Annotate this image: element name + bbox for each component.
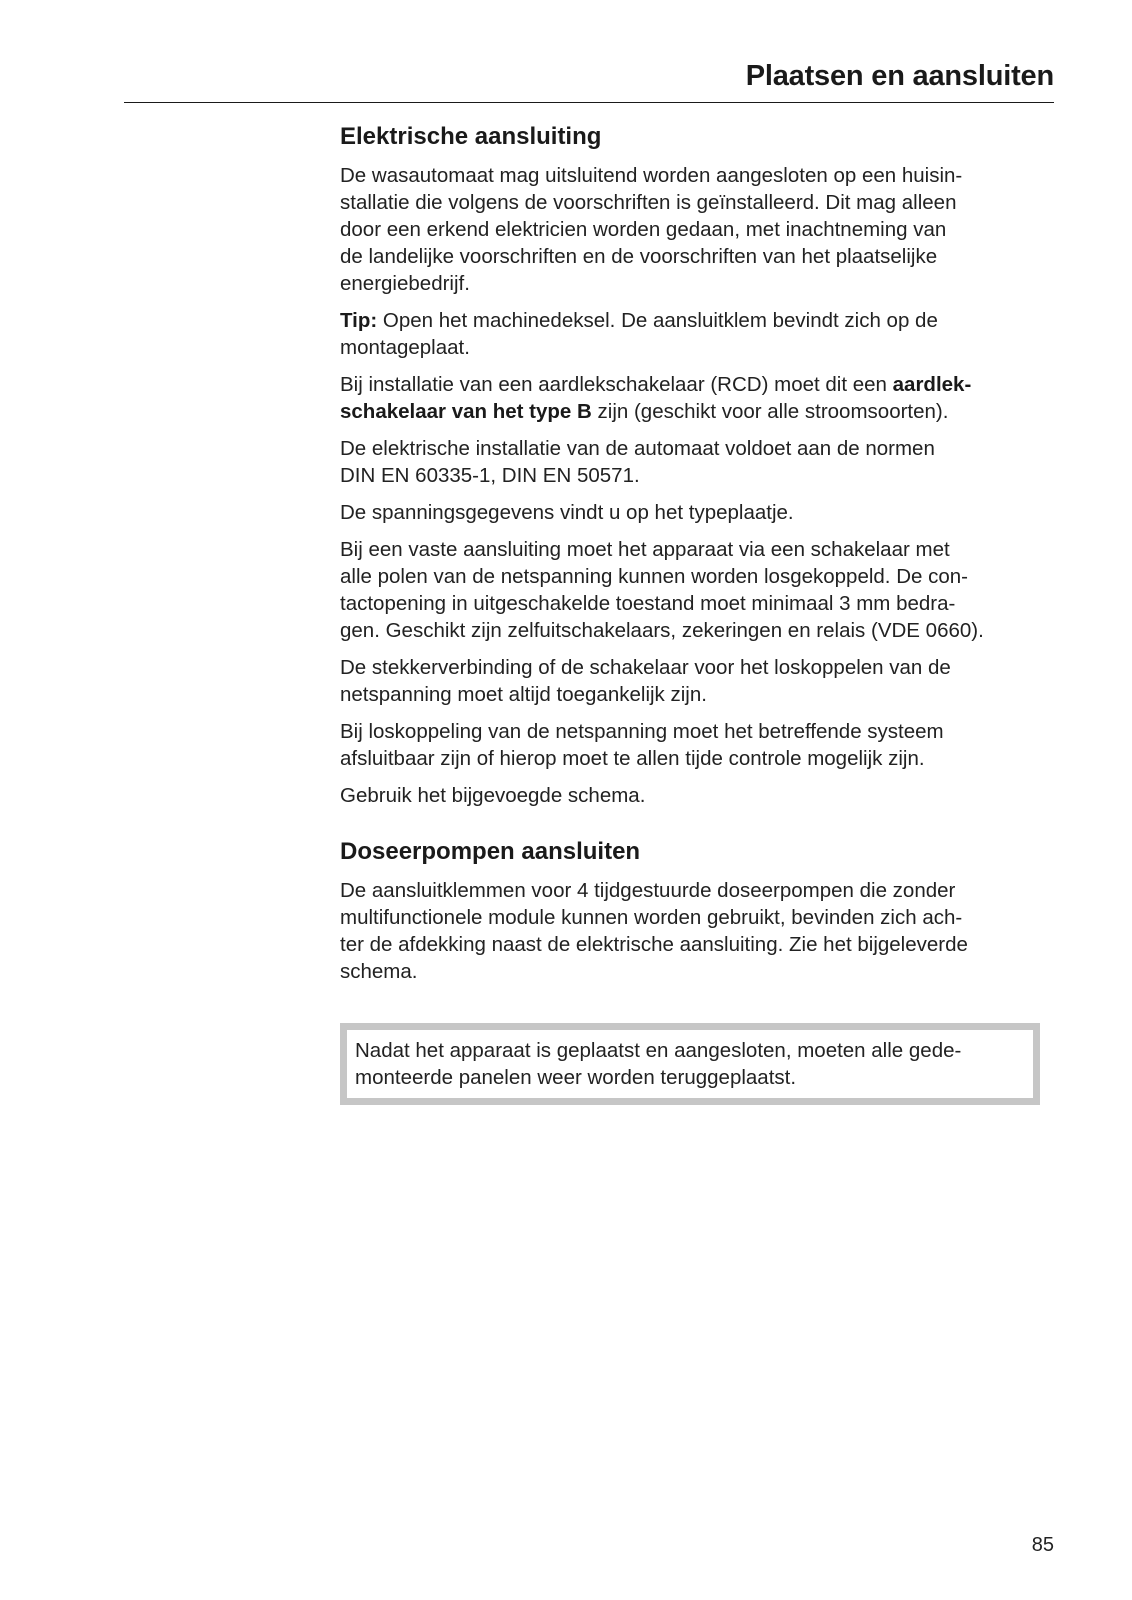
paragraph-fixed-connection <box>340 536 1060 644</box>
paragraph-dosing-pumps <box>340 877 1060 985</box>
text-line: de landelijke voorschriften en de voorschriften van het plaatselijke <box>340 245 938 268</box>
text-line: multifunctionele module kunnen worden gebruikt, bevinden zich ach- <box>340 906 963 929</box>
page-title: Plaatsen en aansluiten <box>745 60 1054 92</box>
paragraph-tip <box>340 307 1060 361</box>
text-line: ter de afdekking naast de elektrische aansluiting. Zie het bijgeleverde <box>340 933 968 956</box>
text-line: De elektrische installatie van de automaat voldoet aan de normen <box>340 437 935 460</box>
text-line: De aansluitklemmen voor 4 tijdgestuurde doseerpompen die zonder <box>340 879 956 902</box>
text-line: schema. <box>340 960 418 983</box>
paragraph-disconnect <box>340 718 1060 772</box>
notice-text: Nadat het apparaat is geplaatst en aangesloten, moeten alle gede- <box>355 1039 962 1062</box>
notice-box <box>340 1023 1040 1105</box>
paragraph-installation <box>340 162 1060 297</box>
text-line: De spanningsgegevens vindt u op het typeplaatje. <box>340 501 794 524</box>
paragraph-schema <box>340 782 1060 809</box>
section-title-doseerpompen: Doseerpompen aansluiten <box>340 838 641 865</box>
rcd-emphasis: aardlek- <box>892 373 972 396</box>
text-line: door een erkend elektricien worden gedaan, met inachtneming van <box>340 218 947 241</box>
rcd-text: zijn (geschikt voor alle stroomsoorten). <box>591 400 949 423</box>
text-line: De stekkerverbinding of de schakelaar voor het loskoppelen van de <box>340 656 951 679</box>
text-line: afsluitbaar zijn of hierop moet te allen tijde controle mogelijk zijn. <box>340 747 925 770</box>
text-line <box>340 307 1060 334</box>
rcd-emphasis: schakelaar van het type B <box>340 400 592 423</box>
text-line: netspanning moet altijd toegankelijk zijn. <box>340 683 707 706</box>
paragraph-rcd <box>340 371 1060 425</box>
page-number: 85 <box>1031 1534 1054 1556</box>
paragraph-voltage <box>340 499 1060 526</box>
text-line: tactopening in uitgeschakelde toestand moet minimaal 3 mm bedra- <box>340 592 956 615</box>
paragraph-norms <box>340 435 1060 489</box>
tip-text: Open het machinedeksel. De aansluitklem bevindt zich op de <box>377 309 938 332</box>
text-line: Gebruik het bijgevoegde schema. <box>340 784 646 807</box>
page-header <box>124 58 1054 103</box>
text-line: energiebedrijf. <box>340 272 470 295</box>
main-content <box>340 120 1060 1105</box>
text-line: DIN EN 60335-1, DIN EN 50571. <box>340 464 640 487</box>
text-line: Bij loskoppeling van de netspanning moet het betreffende systeem <box>340 720 944 743</box>
text-line: montageplaat. <box>340 336 470 359</box>
section-spacer <box>340 819 1060 835</box>
text-line: stallatie die volgens de voorschriften is geïnstalleerd. Dit mag alleen <box>340 191 957 214</box>
section-title-elektrische-aansluiting: Elektrische aansluiting <box>340 123 602 150</box>
tip-label: Tip: <box>340 309 378 332</box>
paragraph-plug <box>340 654 1060 708</box>
text-line: Bij een vaste aansluiting moet het apparaat via een schakelaar met <box>340 538 950 561</box>
text-line: De wasautomaat mag uitsluitend worden aangesloten op een huisin- <box>340 164 963 187</box>
text-line: gen. Geschikt zijn zelfuitschakelaars, zekeringen en relais (VDE 0660). <box>340 619 984 642</box>
text-line: alle polen van de netspanning kunnen worden losgekoppeld. De con- <box>340 565 968 588</box>
text-line <box>340 398 1060 425</box>
rcd-text: Bij installatie van een aardlekschakelaar (RCD) moet dit een <box>340 373 893 396</box>
text-line <box>340 371 1060 398</box>
notice-text: monteerde panelen weer worden teruggeplaatst. <box>355 1066 797 1089</box>
